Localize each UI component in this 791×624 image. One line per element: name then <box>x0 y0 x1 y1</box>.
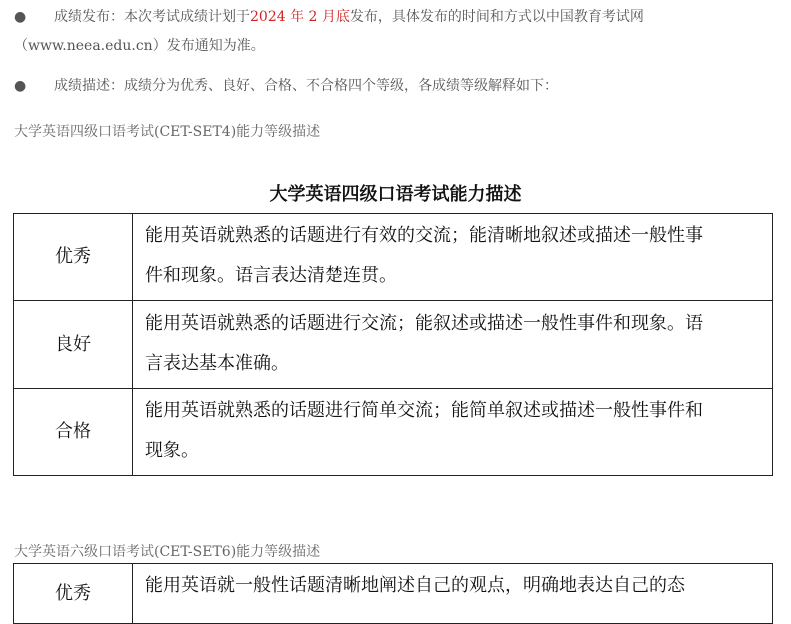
cet4-table-title: 大学英语四级口语考试能力描述 <box>269 184 522 205</box>
description-text: 成绩分为优秀、良好、合格、不合格四个等级，各成绩等级解释如下： <box>124 78 558 94</box>
cet4-grade-table <box>13 213 773 476</box>
release-note-line2: （www.neea.edu.cn）发布通知为准。 <box>14 38 265 54</box>
release-note-line1 <box>54 2 644 32</box>
cet6-grade-table <box>13 563 773 624</box>
description-line: 件和现象。语言表达清楚连贯。 <box>145 265 397 286</box>
description-line: 能用英语就一般性话题清晰地阐述自己的观点，明确地表达自己的态 <box>145 575 685 596</box>
description-label: 成绩描述： <box>54 78 124 94</box>
description-cell <box>133 301 773 389</box>
grade-cell: 合格 <box>14 389 133 476</box>
description-line: 能用英语就熟悉的话题进行有效的交流；能清晰地叙述或描述一般性事 <box>145 225 703 246</box>
description-line: 现象。 <box>145 440 199 461</box>
table-row <box>14 564 773 624</box>
release-text-after: 发布，具体发布的时间和方式以中国教育考试网 <box>349 9 644 25</box>
table-row <box>14 214 773 301</box>
description-cell <box>133 564 773 624</box>
description-note <box>54 71 558 101</box>
grade-cell: 优秀 <box>14 214 133 301</box>
description-line: 能用英语就熟悉的话题进行交流；能叙述或描述一般性事件和现象。语 <box>145 312 703 334</box>
cet4-caption: 大学英语四级口语考试(CET-SET4)能力等级描述 <box>14 124 321 140</box>
description-cell <box>133 389 773 476</box>
cet6-caption: 大学英语六级口语考试(CET-SET6)能力等级描述 <box>14 544 321 560</box>
release-label: 成绩发布： <box>54 9 124 25</box>
description-line: 能用英语就熟悉的话题进行简单交流；能简单叙述或描述一般性事件和 <box>145 400 703 421</box>
description-cell <box>133 214 773 301</box>
release-date-highlight: 2024 年 2 月底 <box>250 9 350 25</box>
grade-cell: 优秀 <box>14 564 133 624</box>
bullet-icon: ● <box>14 78 27 94</box>
grade-cell: 良好 <box>14 301 133 389</box>
description-line: 言表达基本准确。 <box>145 352 289 374</box>
table-row <box>14 389 773 476</box>
bullet-icon: ● <box>14 9 27 25</box>
release-text-before: 本次考试成绩计划于 <box>124 9 250 25</box>
table-row <box>14 301 773 389</box>
